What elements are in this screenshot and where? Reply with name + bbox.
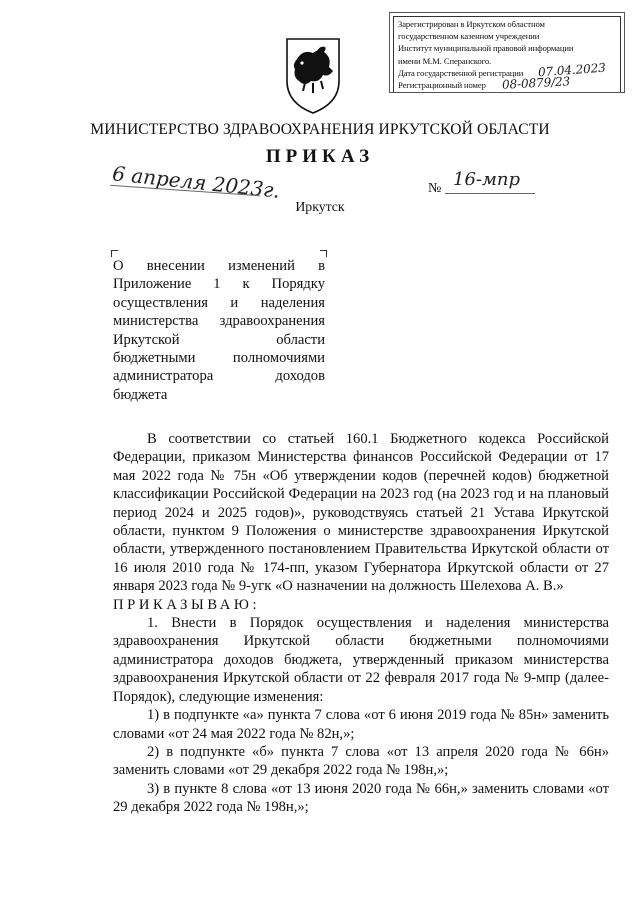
registration-stamp (393, 16, 621, 93)
subject-line: бюджета (113, 386, 168, 403)
stamp-number-value: 08-0879/23 (501, 74, 571, 92)
subject-line: Иркутской области (113, 331, 325, 348)
subject-line: бюджетными полномочиями (113, 350, 325, 367)
item-1-paragraph: 1. Внести в Порядок осуществления и наделения министерства здравоохранения Иркутской области бюджетными полномочиями администратора доходов бюджета, утвержденный приказом министерства здравоохранения Иркутской области от 22 февраля 2017 года № 9-мпр (далее-Порядок), следующие изменения: (113, 615, 609, 705)
subitem-1-paragraph: 1) в подпункте «а» пункта 7 слова «от 6 июня 2019 года № 85н» заменить словами «от 24 мая 2022 года № 82н,»; (113, 707, 609, 742)
subject-line: осуществления и наделения (113, 294, 325, 311)
document-subject (113, 257, 325, 404)
city: Иркутск (295, 199, 345, 214)
stamp-line-1: Зарегистрирован в Иркутском областном (398, 19, 545, 29)
stamp-number-label: Регистрационный номер (398, 80, 486, 91)
stamp-line-2: государственном казенном учреждении (398, 31, 540, 42)
ministry-name: МИНИСТЕРСТВО ЗДРАВООХРАНЕНИЯ ИРКУТСКОЙ ОБЛАСТИ (90, 121, 550, 138)
coat-of-arms-icon (283, 37, 343, 115)
stamp-registration-number (398, 74, 616, 92)
handwritten-number: 16-мпр (453, 169, 521, 190)
document-body (113, 430, 609, 817)
subitem-3-paragraph: 3) в пункте 8 слова «от 13 июня 2020 года № 66н,» заменить словами «от 29 декабря 2022 года № 198н,»; (113, 780, 609, 816)
subject-corner-left (111, 250, 118, 257)
preamble-paragraph: В соответствии со статьей 160.1 Бюджетного кодекса Российской Федерации, приказом Министерства финансов Российской Федерации от 17 мая 2022 года № 75н «Об утверждении кодов (перечней кодов) бюджетной классификации Российской Федерации на 2023 год (на 2023 год и на плановый период 2024 и 2025 годов)», руководствуясь статьей 21 Устава Иркутской области, пунктом 9 Положения о министерстве здравоохранения Иркутской области, утвержденного постановлением Правительства Иркутской области от 16 июля 2010 года № 174-пп, указом Губернатора Иркутской области от 27 января 2023 года № 9-угк «О назначении на должность Шелехова А. В.» (113, 431, 609, 595)
stamp-line-4: имени М.М. Сперанского. (398, 55, 492, 66)
handwritten-date: 6 апреля 2023г. (111, 161, 282, 203)
stamp-date-value: 07.04.2023 (537, 60, 607, 80)
subject-line: О внесении изменений в (113, 258, 325, 274)
number-sign: № (428, 181, 442, 196)
orders-heading: ПРИКАЗЫВАЮ: (113, 596, 261, 613)
number-underline (445, 193, 535, 194)
subject-line: Приложение 1 к Порядку (113, 276, 325, 293)
subject-corner-right (320, 250, 327, 257)
document-type: ПРИКАЗ (265, 146, 375, 167)
stamp-date-label: Дата государственной регистрации (398, 67, 524, 78)
subitem-2-paragraph: 2) в подпункте «б» пункта 7 слова «от 13 апреля 2020 года № 66н» заменить словами «от 29 декабря 2022 года № 198н,»; (113, 743, 609, 779)
subject-line: администратора доходов (113, 368, 325, 385)
stamp-line-3: Институт муниципальной правовой информации (398, 43, 574, 54)
subject-line: министерства здравоохранения (113, 313, 325, 330)
